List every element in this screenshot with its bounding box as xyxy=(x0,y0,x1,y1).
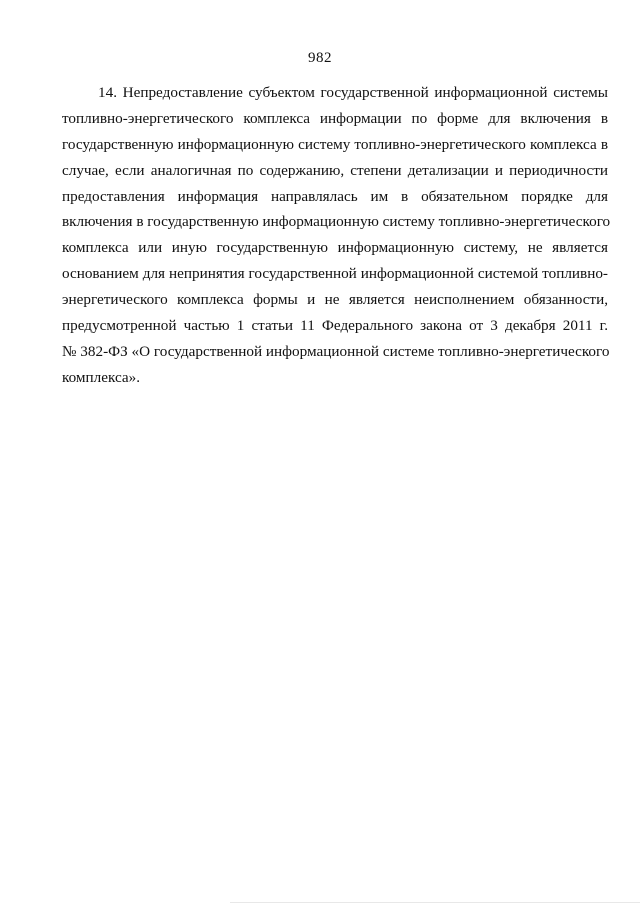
paragraph-line: случае, если аналогичная по содержанию, степени детализации и периодичности xyxy=(62,161,608,179)
paragraph-14 xyxy=(62,80,611,391)
paragraph-line: 14. Непредоставление субъектом государственной информационной системы xyxy=(98,84,608,101)
paragraph-line: предоставления информация направлялась им в обязательном порядке для xyxy=(62,187,608,205)
paragraph-line: комплекса или иную государственную информационную систему, не является xyxy=(62,239,608,257)
paragraph-line: топливно-энергетического комплекса информации по форме для включения в xyxy=(62,109,608,127)
paragraph-line: включения в государственную информационную систему топливно-энергетического xyxy=(62,213,611,231)
paragraph-line: государственную информационную систему топливно-энергетического комплекса в xyxy=(62,135,608,153)
scan-edge xyxy=(230,902,640,903)
paragraph-line: № 382-ФЗ «О государственной информационной системе топливно-энергетического xyxy=(62,342,610,360)
paragraph-line: предусмотренной частью 1 статьи 11 Федерального закона от 3 декабря 2011 г. xyxy=(62,317,608,335)
paragraph-line: комплекса». xyxy=(62,368,141,386)
paragraph-line: основанием для непринятия государственной информационной системой топливно- xyxy=(62,265,608,283)
paragraph-line: энергетического комплекса формы и не является неисполнением обязанности, xyxy=(62,291,608,309)
page-number: 982 xyxy=(308,50,332,66)
